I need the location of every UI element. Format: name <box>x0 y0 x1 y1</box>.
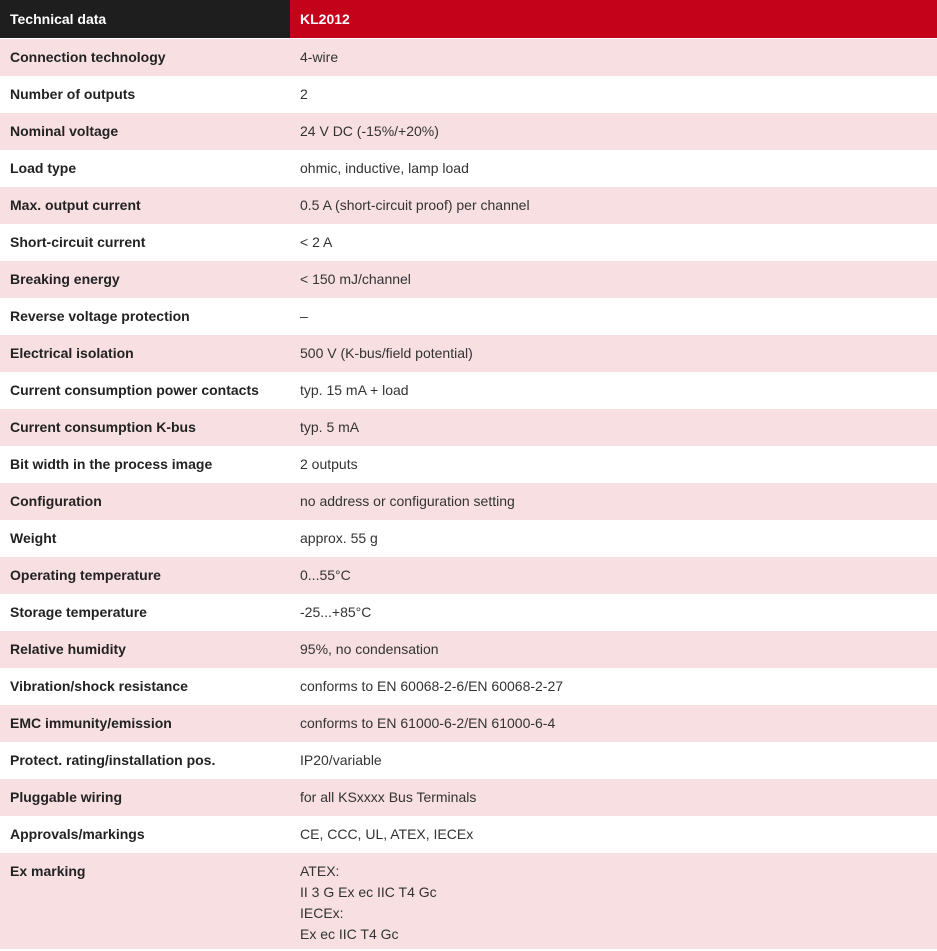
row-value: approx. 55 g <box>290 520 937 557</box>
header-product: KL2012 <box>290 0 937 39</box>
table-row <box>0 557 937 594</box>
row-label: Operating temperature <box>0 557 290 594</box>
row-value: 0.5 A (short-circuit proof) per channel <box>290 187 937 224</box>
table-header-row <box>0 0 937 39</box>
row-label: EMC immunity/emission <box>0 705 290 742</box>
row-label: Max. output current <box>0 187 290 224</box>
table-row <box>0 372 937 409</box>
row-label: Load type <box>0 150 290 187</box>
table-row <box>0 113 937 150</box>
row-value: conforms to EN 60068-2-6/EN 60068-2-27 <box>290 668 937 705</box>
row-label: Current consumption power contacts <box>0 372 290 409</box>
table-row <box>0 668 937 705</box>
table-row <box>0 520 937 557</box>
row-label: Configuration <box>0 483 290 520</box>
ex-marking-line: II 3 G Ex ec IIC T4 Gc <box>300 884 437 900</box>
header-label: Technical data <box>0 0 290 39</box>
ex-marking-line: Ex ec IIC T4 Gc <box>300 926 399 942</box>
table-row <box>0 76 937 113</box>
row-value: < 2 A <box>290 224 937 261</box>
table-row <box>0 224 937 261</box>
row-value: < 150 mJ/channel <box>290 261 937 298</box>
table-row <box>0 261 937 298</box>
table-row <box>0 705 937 742</box>
row-value: ohmic, inductive, lamp load <box>290 150 937 187</box>
row-value: 24 V DC (-15%/+20%) <box>290 113 937 150</box>
row-value: conforms to EN 61000-6-2/EN 61000-6-4 <box>290 705 937 742</box>
row-label: Current consumption K-bus <box>0 409 290 446</box>
row-value: typ. 5 mA <box>290 409 937 446</box>
table-row <box>0 409 937 446</box>
table-body <box>0 39 937 950</box>
table-row <box>0 39 937 77</box>
row-label: Reverse voltage protection <box>0 298 290 335</box>
table-row <box>0 335 937 372</box>
row-label: Approvals/markings <box>0 816 290 853</box>
row-value: 95%, no condensation <box>290 631 937 668</box>
table-row <box>0 594 937 631</box>
table-row <box>0 779 937 816</box>
table-row <box>0 631 937 668</box>
row-label: Storage temperature <box>0 594 290 631</box>
ex-marking-value <box>290 853 937 949</box>
row-label: Nominal voltage <box>0 113 290 150</box>
row-label: Relative humidity <box>0 631 290 668</box>
row-value: 4-wire <box>290 39 937 77</box>
table-row <box>0 816 937 853</box>
row-value: 500 V (K-bus/field potential) <box>290 335 937 372</box>
table-row <box>0 298 937 335</box>
row-label: Bit width in the process image <box>0 446 290 483</box>
ex-marking-line: ATEX: <box>300 863 340 879</box>
table-row <box>0 483 937 520</box>
row-label: Pluggable wiring <box>0 779 290 816</box>
row-label: Weight <box>0 520 290 557</box>
row-label: Breaking energy <box>0 261 290 298</box>
row-label: Ex marking <box>0 853 290 949</box>
row-label: Vibration/shock resistance <box>0 668 290 705</box>
row-value: 0...55°C <box>290 557 937 594</box>
row-label: Short-circuit current <box>0 224 290 261</box>
row-value: IP20/variable <box>290 742 937 779</box>
row-value: no address or configuration setting <box>290 483 937 520</box>
row-label: Connection technology <box>0 39 290 77</box>
row-label: Electrical isolation <box>0 335 290 372</box>
row-label: Number of outputs <box>0 76 290 113</box>
table-row <box>0 187 937 224</box>
row-label: Protect. rating/installation pos. <box>0 742 290 779</box>
row-value: 2 outputs <box>290 446 937 483</box>
table-row <box>0 742 937 779</box>
row-value: CE, CCC, UL, ATEX, IECEx <box>290 816 937 853</box>
table-row <box>0 446 937 483</box>
row-value: typ. 15 mA + load <box>290 372 937 409</box>
row-value: – <box>290 298 937 335</box>
row-value: for all KSxxxx Bus Terminals <box>290 779 937 816</box>
table-row-ex-marking <box>0 853 937 949</box>
row-value: 2 <box>290 76 937 113</box>
table-row <box>0 150 937 187</box>
ex-marking-line: IECEx: <box>300 905 344 921</box>
row-value: -25...+85°C <box>290 594 937 631</box>
